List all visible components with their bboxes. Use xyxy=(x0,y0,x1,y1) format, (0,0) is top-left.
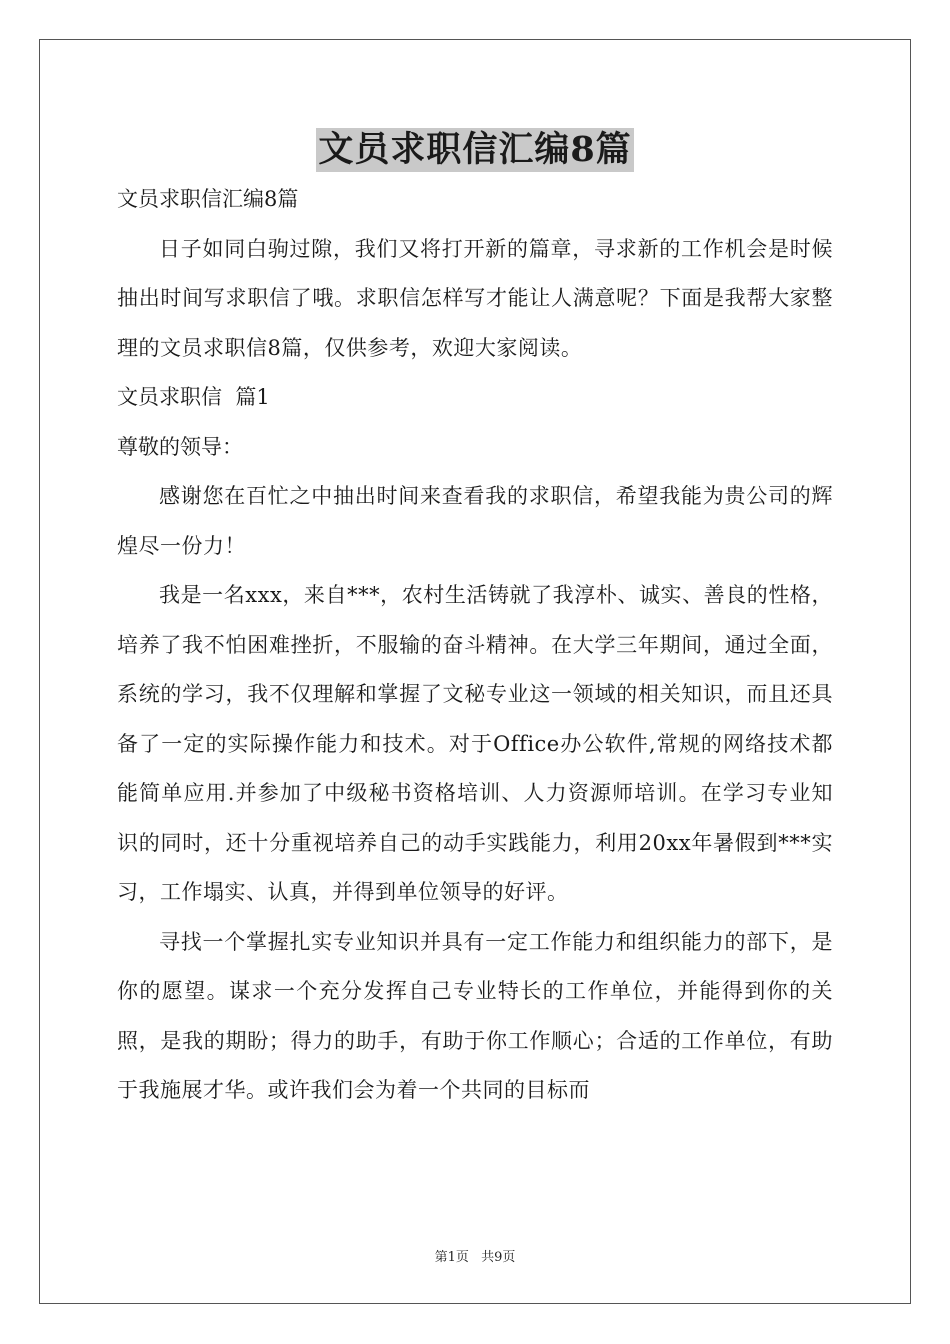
page-total: 共9页 xyxy=(481,1250,516,1265)
intro-paragraph: 日子如同白驹过隙，我们又将打开新的篇章，寻求新的工作机会是时候抽出时间写求职信了哦。求职信怎样写才能让人满意呢？下面是我帮大家整理的文员求职信8篇，仅供参考，欢迎大家阅读。 xyxy=(117,236,833,360)
page-number: 第1页 xyxy=(434,1250,469,1265)
body-paragraph-1: 感谢您在百忙之中抽出时间来查看我的求职信，希望我能为贵公司的辉煌尽一份力！ xyxy=(117,484,833,558)
body-paragraph-3: 寻找一个掌握扎实专业知识并具有一定工作能力和组织能力的部下，是你的愿望。谋求一个充分发挥自己专业特长的工作单位，并能得到你的关照，是我的期盼；得力的助手，有助于你工作顺心；合适的工作单位，有助于我施展才华。或许我们会为着一个共同的目标而 xyxy=(117,929,833,1102)
page-footer xyxy=(0,1246,950,1265)
document-title: 文员求职信汇编8篇 xyxy=(318,129,632,170)
document-body xyxy=(117,175,833,1116)
document-subtitle: 文员求职信汇编8篇 xyxy=(117,187,299,211)
section-heading: 文员求职信 篇1 xyxy=(117,385,270,409)
body-paragraph-2: 我是一名xxx，来自***，农村生活铸就了我淳朴、诚实、善良的性格，培养了我不怕困难挫折，不服输的奋斗精神。在大学三年期间，通过全面，系统的学习，我不仅理解和掌握了文秘专业这一领域的相关知识，而且还具备了一定的实际操作能力和技术。对于Office办公软件,常规的网络技术都能简单应用.并参加了中级秘书资格培训、人力资源师培训。在学习专业知识的同时，还十分重视培养自己的动手实践能力，利用20xx年暑假到***实习，工作塌实、认真，并得到单位领导的好评。 xyxy=(117,583,833,904)
salutation: 尊敬的领导： xyxy=(117,434,243,459)
title-wrap xyxy=(0,128,950,172)
